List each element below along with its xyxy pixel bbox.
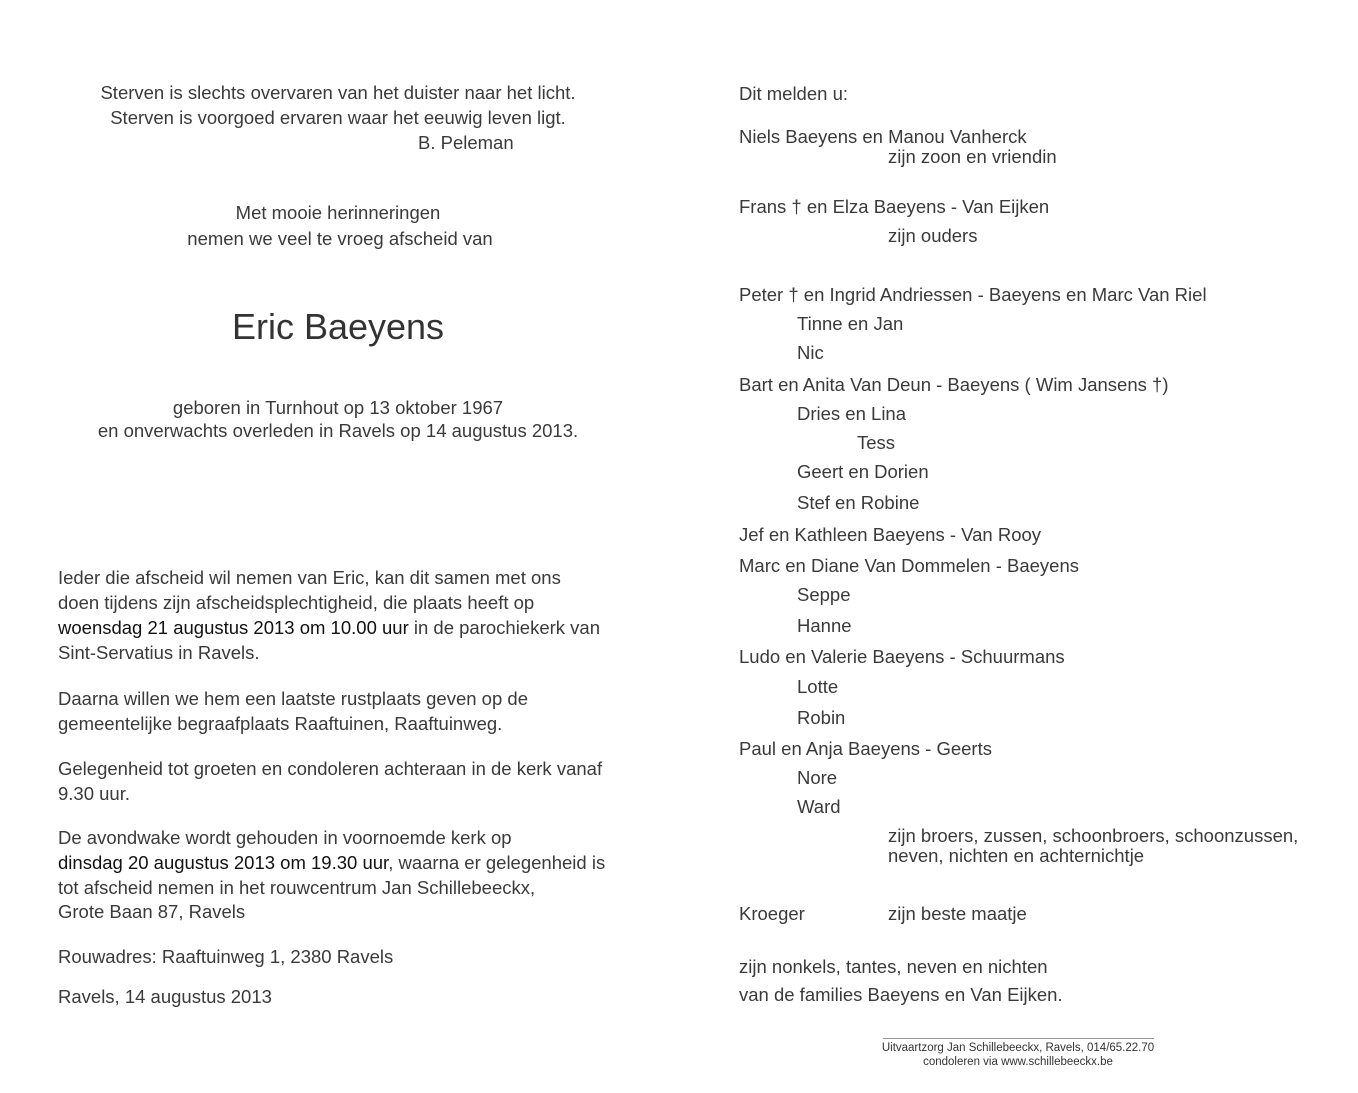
ceremony-date: woensdag 21 augustus 2013 om 10.00 uur xyxy=(58,617,409,638)
burial-line-1: Daarna willen we hem een laatste rustplaats geven op de xyxy=(58,688,528,709)
family-paul-child-1: Nore xyxy=(797,767,838,788)
pet-name: Kroeger xyxy=(739,903,805,924)
announcement-header: Dit melden u: xyxy=(739,83,848,104)
family-peter-child-2: Nic xyxy=(797,342,824,363)
wake-line-4: Grote Baan 87, Ravels xyxy=(58,901,246,922)
family-bart-child-3: Stef en Robine xyxy=(797,492,920,513)
family-bart-child-2: Geert en Dorien xyxy=(797,461,929,482)
condolence-line-2: 9.30 uur. xyxy=(58,783,131,804)
family-marc-child-1: Seppe xyxy=(797,584,851,605)
condolence-line-1: Gelegenheid tot groeten en condoleren achteraan in de kerk vanaf xyxy=(58,758,603,779)
birth-line: geboren in Turnhout op 13 oktober 1967 xyxy=(172,397,504,418)
wake-date: dinsdag 20 augustus 2013 om 19.30 uur xyxy=(58,852,389,873)
family-bart: Bart en Anita Van Deun - Baeyens ( Wim Jansens †) xyxy=(739,374,1169,395)
siblings-relation-2: neven, nichten en achternichtje xyxy=(888,845,1145,866)
condolence-website: condoleren via www.schillebeeckx.be xyxy=(923,1056,1113,1068)
family-bart-grandchild: Tess xyxy=(857,432,896,453)
wake-line-1: De avondwake wordt gehouden in voornoemde kerk op xyxy=(58,827,512,848)
mourning-address: Rouwadres: Raaftuinweg 1, 2380 Ravels xyxy=(58,946,394,967)
family-paul-child-2: Ward xyxy=(797,796,841,817)
deceased-name: Eric Baeyens xyxy=(231,306,445,347)
wake-line-2 xyxy=(58,851,605,875)
wake-rest: , waarna er gelegenheid is xyxy=(388,852,606,873)
family-peter: Peter † en Ingrid Andriessen - Baeyens en Marc Van Riel xyxy=(739,284,1207,305)
ceremony-line-1: Ieder die afscheid wil nemen van Eric, kan dit samen met ons xyxy=(58,567,561,588)
intro-line-2: nemen we veel te vroeg afscheid van xyxy=(187,228,493,249)
family-marc: Marc en Diane Van Dommelen - Baeyens xyxy=(739,555,1080,576)
family-paul: Paul en Anja Baeyens - Geerts xyxy=(739,738,992,759)
ceremony-line-3 xyxy=(58,616,600,640)
ceremony-location: in de parochiekerk van xyxy=(408,617,601,638)
intro-line-1: Met mooie herinneringen xyxy=(235,202,441,223)
son-names: Niels Baeyens en Manou Vanherck xyxy=(739,126,1027,147)
siblings-relation-1: zijn broers, zussen, schoonbroers, schoonzussen, xyxy=(888,825,1299,846)
family-bart-child-1: Dries en Lina xyxy=(797,403,907,424)
poem-line-2: Sterven is voorgoed ervaren waar het eeuwig leven ligt. xyxy=(110,107,566,128)
son-relation: zijn zoon en vriendin xyxy=(888,146,1057,167)
family-jef: Jef en Kathleen Baeyens - Van Rooy xyxy=(739,524,1042,545)
family-marc-child-2: Hanne xyxy=(797,615,852,636)
funeral-home-info: Uitvaartzorg Jan Schillebeeckx, Ravels, 014/65.22.70 xyxy=(881,1042,1155,1054)
parents-names: Frans † en Elza Baeyens - Van Eijken xyxy=(739,196,1050,217)
footer-divider xyxy=(883,1038,1154,1039)
poem-author: B. Peleman xyxy=(418,132,514,153)
family-ludo: Ludo en Valerie Baeyens - Schuurmans xyxy=(739,646,1065,667)
family-peter-child-1: Tinne en Jan xyxy=(797,313,904,334)
ceremony-line-4: Sint-Servatius in Ravels. xyxy=(58,642,260,663)
death-line: en onverwachts overleden in Ravels op 14 augustus 2013. xyxy=(97,420,579,441)
ceremony-line-2: doen tijdens zijn afscheidsplechtigheid, die plaats heeft op xyxy=(58,592,535,613)
poem-line-1: Sterven is slechts overvaren van het duister naar het licht. xyxy=(100,82,576,103)
family-ludo-child-2: Robin xyxy=(797,707,846,728)
place-date: Ravels, 14 augustus 2013 xyxy=(58,986,272,1007)
closing-line-2: van de families Baeyens en Van Eijken. xyxy=(739,984,1063,1005)
burial-line-2: gemeentelijke begraafplaats Raaftuinen, Raaftuinweg. xyxy=(58,713,503,734)
family-ludo-child-1: Lotte xyxy=(797,676,839,697)
wake-line-3: tot afscheid nemen in het rouwcentrum Jan Schillebeeckx, xyxy=(58,877,536,898)
closing-line-1: zijn nonkels, tantes, neven en nichten xyxy=(739,956,1048,977)
pet-relation: zijn beste maatje xyxy=(888,903,1027,924)
parents-relation: zijn ouders xyxy=(888,225,978,246)
